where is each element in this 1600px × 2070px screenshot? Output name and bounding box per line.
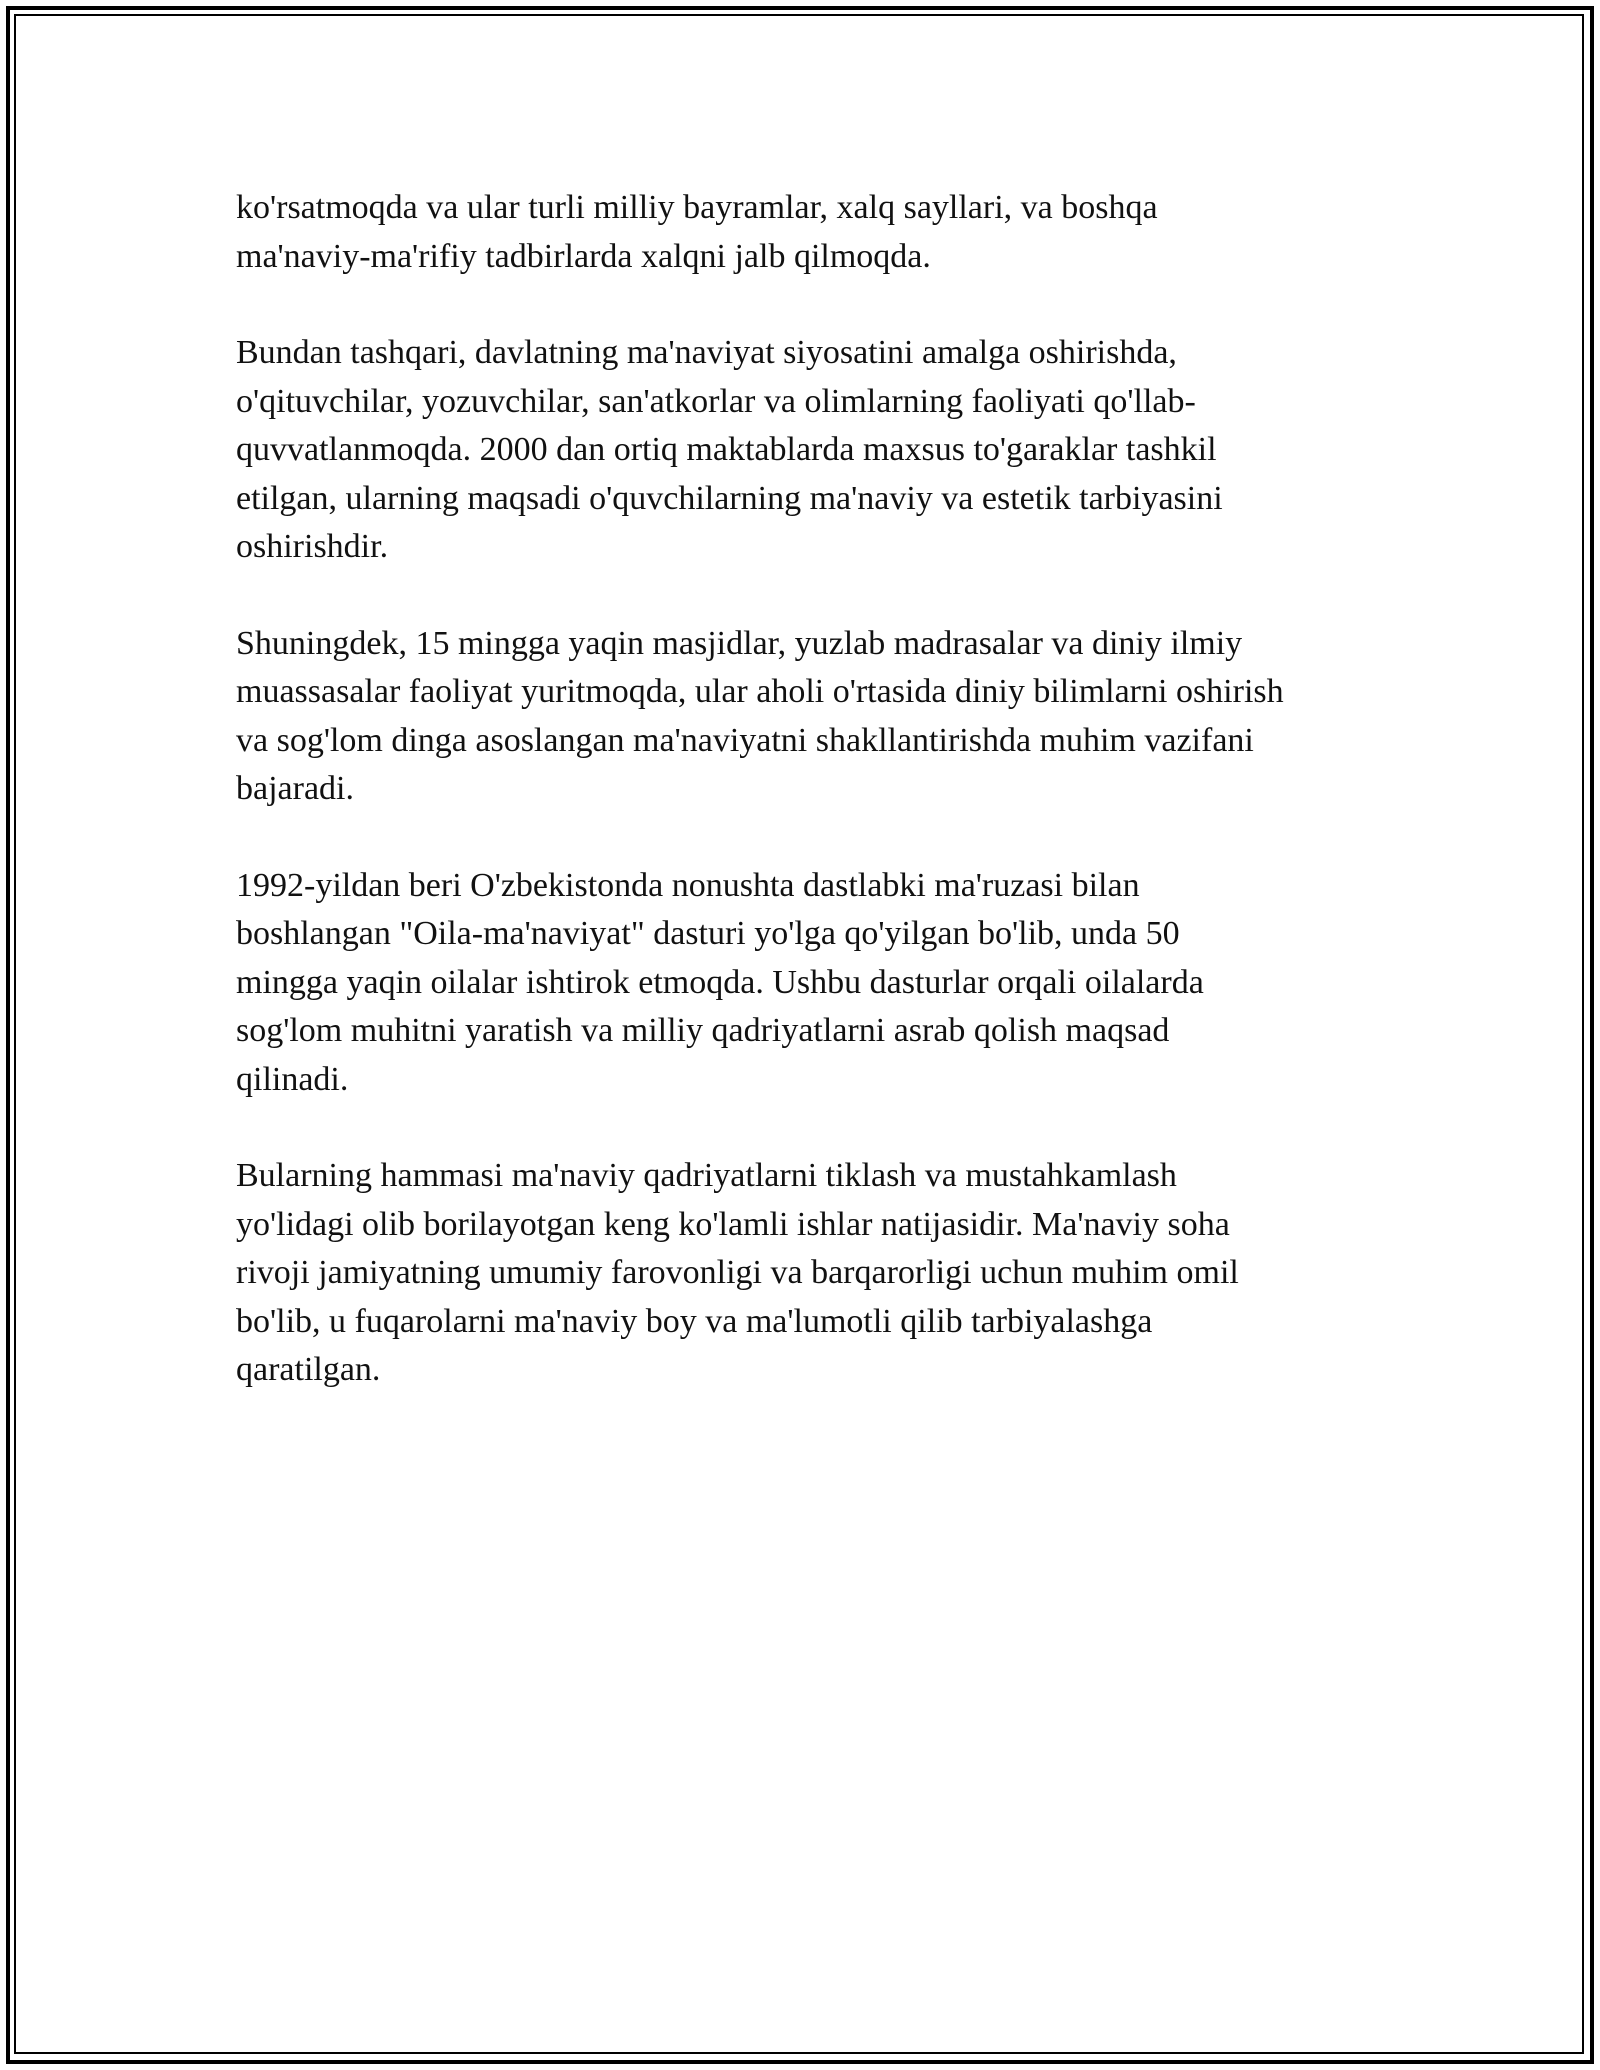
paragraph-3 — [236, 620, 1386, 814]
paragraph-line: rivoji jamiyatning umumiy farovonligi va barqarorligi uchun muhim omil — [236, 1254, 1239, 1291]
paragraph-line: boshlangan "Oila-ma'naviyat" dasturi yo'lga qo'yilgan bo'lib, unda 50 — [236, 915, 1180, 952]
paragraph-1 — [236, 184, 1386, 281]
paragraph-line: bajaradi. — [236, 770, 354, 807]
paragraph-line: va sog'lom dinga asoslangan ma'naviyatni shakllantirishda muhim vazifani — [236, 721, 1254, 759]
paragraph-line: sog'lom muhitni yaratish va milliy qadriyatlarni asrab qolish maqsad — [236, 1012, 1170, 1049]
paragraph-line: yo'lidagi olib borilayotgan keng ko'lamli ishlar natijasidir. Ma'naviy soha — [236, 1205, 1230, 1243]
paragraph-line: 1992-yildan beri O'zbekistonda nonushta dastlabki ma'ruzasi bilan — [236, 866, 1140, 904]
paragraph-line: qilinadi. — [236, 1060, 349, 1098]
paragraph-line: muassasalar faoliyat yuritmoqda, ular aholi o'rtasida diniy bilimlarni oshirish — [236, 673, 1284, 710]
paragraph-5 — [236, 1152, 1386, 1395]
paragraph-4 — [236, 862, 1386, 1105]
paragraph-line: ma'naviy-ma'rifiy tadbirlarda xalqni jalb qilmoqda. — [236, 237, 931, 275]
paragraph-line: quvvatlanmoqda. 2000 dan ortiq maktablarda maxsus to'garaklar tashkil — [236, 431, 1217, 468]
paragraph-line: bo'lib, u fuqarolarni ma'naviy boy va ma'lumotli qilib tarbiyalashga — [236, 1302, 1153, 1340]
paragraph-line: mingga yaqin oilalar ishtirok etmoqda. Ushbu dasturlar orqali oilalarda — [236, 963, 1204, 1001]
paragraph-2 — [236, 329, 1386, 572]
paragraph-line: o'qituvchilar, yozuvchilar, san'atkorlar va olimlarning faoliyati qo'llab- — [236, 382, 1196, 420]
paragraph-line: Shuningdek, 15 mingga yaqin masjidlar, yuzlab madrasalar va diniy ilmiy — [236, 624, 1243, 662]
paragraph-line: ko'rsatmoqda va ular turli milliy bayramlar, xalq sayllari, va boshqa — [236, 189, 1158, 226]
paragraph-line: oshirishdir. — [236, 528, 389, 565]
paragraph-line: Bundan tashqari, davlatning ma'naviyat siyosatini amalga oshirishda, — [236, 334, 1177, 371]
document-body — [236, 184, 1386, 1443]
paragraph-line: etilgan, ularning maqsadi o'quvchilarning ma'naviy va estetik tarbiyasini — [236, 479, 1223, 517]
paragraph-line: Bularning hammasi ma'naviy qadriyatlarni tiklash va mustahkamlash — [236, 1157, 1177, 1194]
paragraph-line: qaratilgan. — [236, 1351, 381, 1388]
